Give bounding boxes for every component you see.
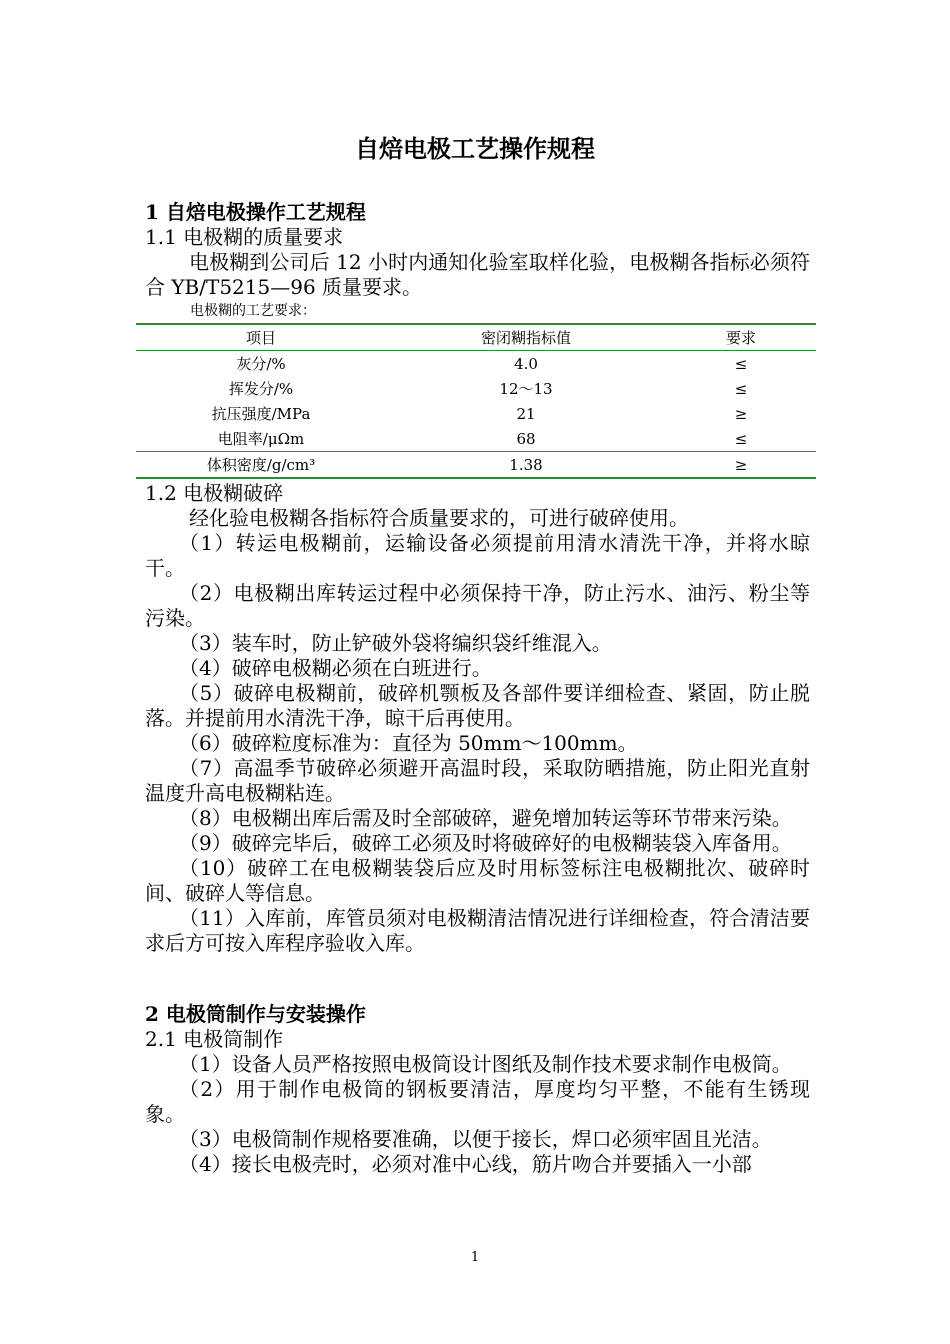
paragraph: （10）破碎工在电极糊装袋后应及时用标签标注电极糊批次、破碎时间、破碎人等信息。 <box>145 856 810 905</box>
table-header-row <box>136 324 816 351</box>
paragraph: （4）破碎电极糊必须在白班进行。 <box>179 656 492 680</box>
paragraph: （8）电极糊出库后需及时全部破碎，避免增加转运等环节带来污染。 <box>179 806 792 830</box>
paragraph: （9）破碎完毕后，破碎工必须及时将破碎好的电极糊装袋入库备用。 <box>179 831 792 855</box>
section-1-heading: 1 自焙电极操作工艺规程 <box>145 200 366 224</box>
paragraph: （7）高温季节破碎必须避开高温时段，采取防晒措施，防止阳光直射温度升高电极糊粘连。 <box>145 756 810 805</box>
section-2-heading: 2 电极筒制作与安装操作 <box>145 1002 366 1026</box>
section-2-1-heading: 2.1 电极筒制作 <box>145 1027 284 1051</box>
table-cell: 灰分/% <box>236 355 286 373</box>
table-cell: 抗压强度/MPa <box>211 405 311 423</box>
paragraph: （2）电极糊出库转运过程中必须保持干净，防止污水、油污、粉尘等污染。 <box>145 581 810 630</box>
paragraph: （3）电极筒制作规格要准确，以便于接长，焊口必须牢固且光洁。 <box>179 1127 772 1151</box>
table-cell: ≥ <box>734 455 748 474</box>
section-2-1-body <box>145 1052 810 1177</box>
table-cell: 体积密度/g/cm³ <box>206 456 316 474</box>
paragraph: （6）破碎粒度标准为：直径为 50mm～100mm。 <box>179 731 638 755</box>
table-row <box>136 376 816 401</box>
table-cell: 电阻率/μΩm <box>136 426 386 452</box>
table-row <box>136 351 816 377</box>
table-cell: 21 <box>516 404 536 423</box>
table-cell: 1.38 <box>509 455 543 474</box>
paragraph: （2）用于制作电极筒的钢板要清洁，厚度均匀平整，不能有生锈现象。 <box>145 1077 810 1126</box>
paragraph: （1）转运电极糊前，运输设备必须提前用清水清洗干净，并将水晾干。 <box>145 531 810 580</box>
section-1-2-body <box>145 506 810 956</box>
quality-spec-table <box>136 323 816 479</box>
section-1-2-heading: 1.2 电极糊破碎 <box>145 481 284 505</box>
section-1-1-body <box>145 250 810 300</box>
table-cell: ≥ <box>734 404 748 423</box>
table-row <box>136 452 816 479</box>
paragraph: （3）装车时，防止铲破外袋将编织袋纤维混入。 <box>179 631 612 655</box>
table-row <box>136 401 816 426</box>
paragraph: （1）设备人员严格按照电极筒设计图纸及制作技术要求制作电极筒。 <box>179 1052 792 1076</box>
table-header-cell: 项目 <box>245 329 276 347</box>
table-row <box>136 426 816 452</box>
paragraph: 电极糊到公司后 12 小时内通知化验室取样化验，电极糊各指标必须符合 YB/T5215—96 质量要求。 <box>145 250 810 299</box>
table-cell: 4.0 <box>514 354 538 373</box>
table-header-cell: 要求 <box>725 329 756 347</box>
table-caption: 电极糊的工艺要求： <box>190 303 316 319</box>
table-cell: ≤ <box>666 426 816 452</box>
table-header-cell: 密闭糊指标值 <box>480 329 571 347</box>
paragraph: （11）入库前，库管员须对电极糊清洁情况进行详细检查，符合清洁要求后方可按入库程序验收入库。 <box>145 906 810 955</box>
table-cell: ≤ <box>734 379 748 398</box>
table-cell: 12～13 <box>499 380 553 398</box>
section-1-1-heading: 1.1 电极糊的质量要求 <box>145 225 344 249</box>
paragraph: 经化验电极糊各指标符合质量要求的，可进行破碎使用。 <box>189 506 689 530</box>
table-cell: 挥发分/% <box>228 380 294 398</box>
paragraph: （5）破碎电极糊前，破碎机颚板及各部件要详细检查、紧固，防止脱落。并提前用水清洗干净，晾干后再使用。 <box>145 681 810 730</box>
page-number: 1 <box>470 1250 480 1265</box>
document-title: 自焙电极工艺操作规程 <box>355 134 595 163</box>
table-cell: 68 <box>386 426 666 452</box>
paragraph: （4）接长电极壳时，必须对准中心线，筋片吻合并要插入一小部 <box>179 1152 752 1176</box>
table-cell: ≤ <box>734 354 748 373</box>
